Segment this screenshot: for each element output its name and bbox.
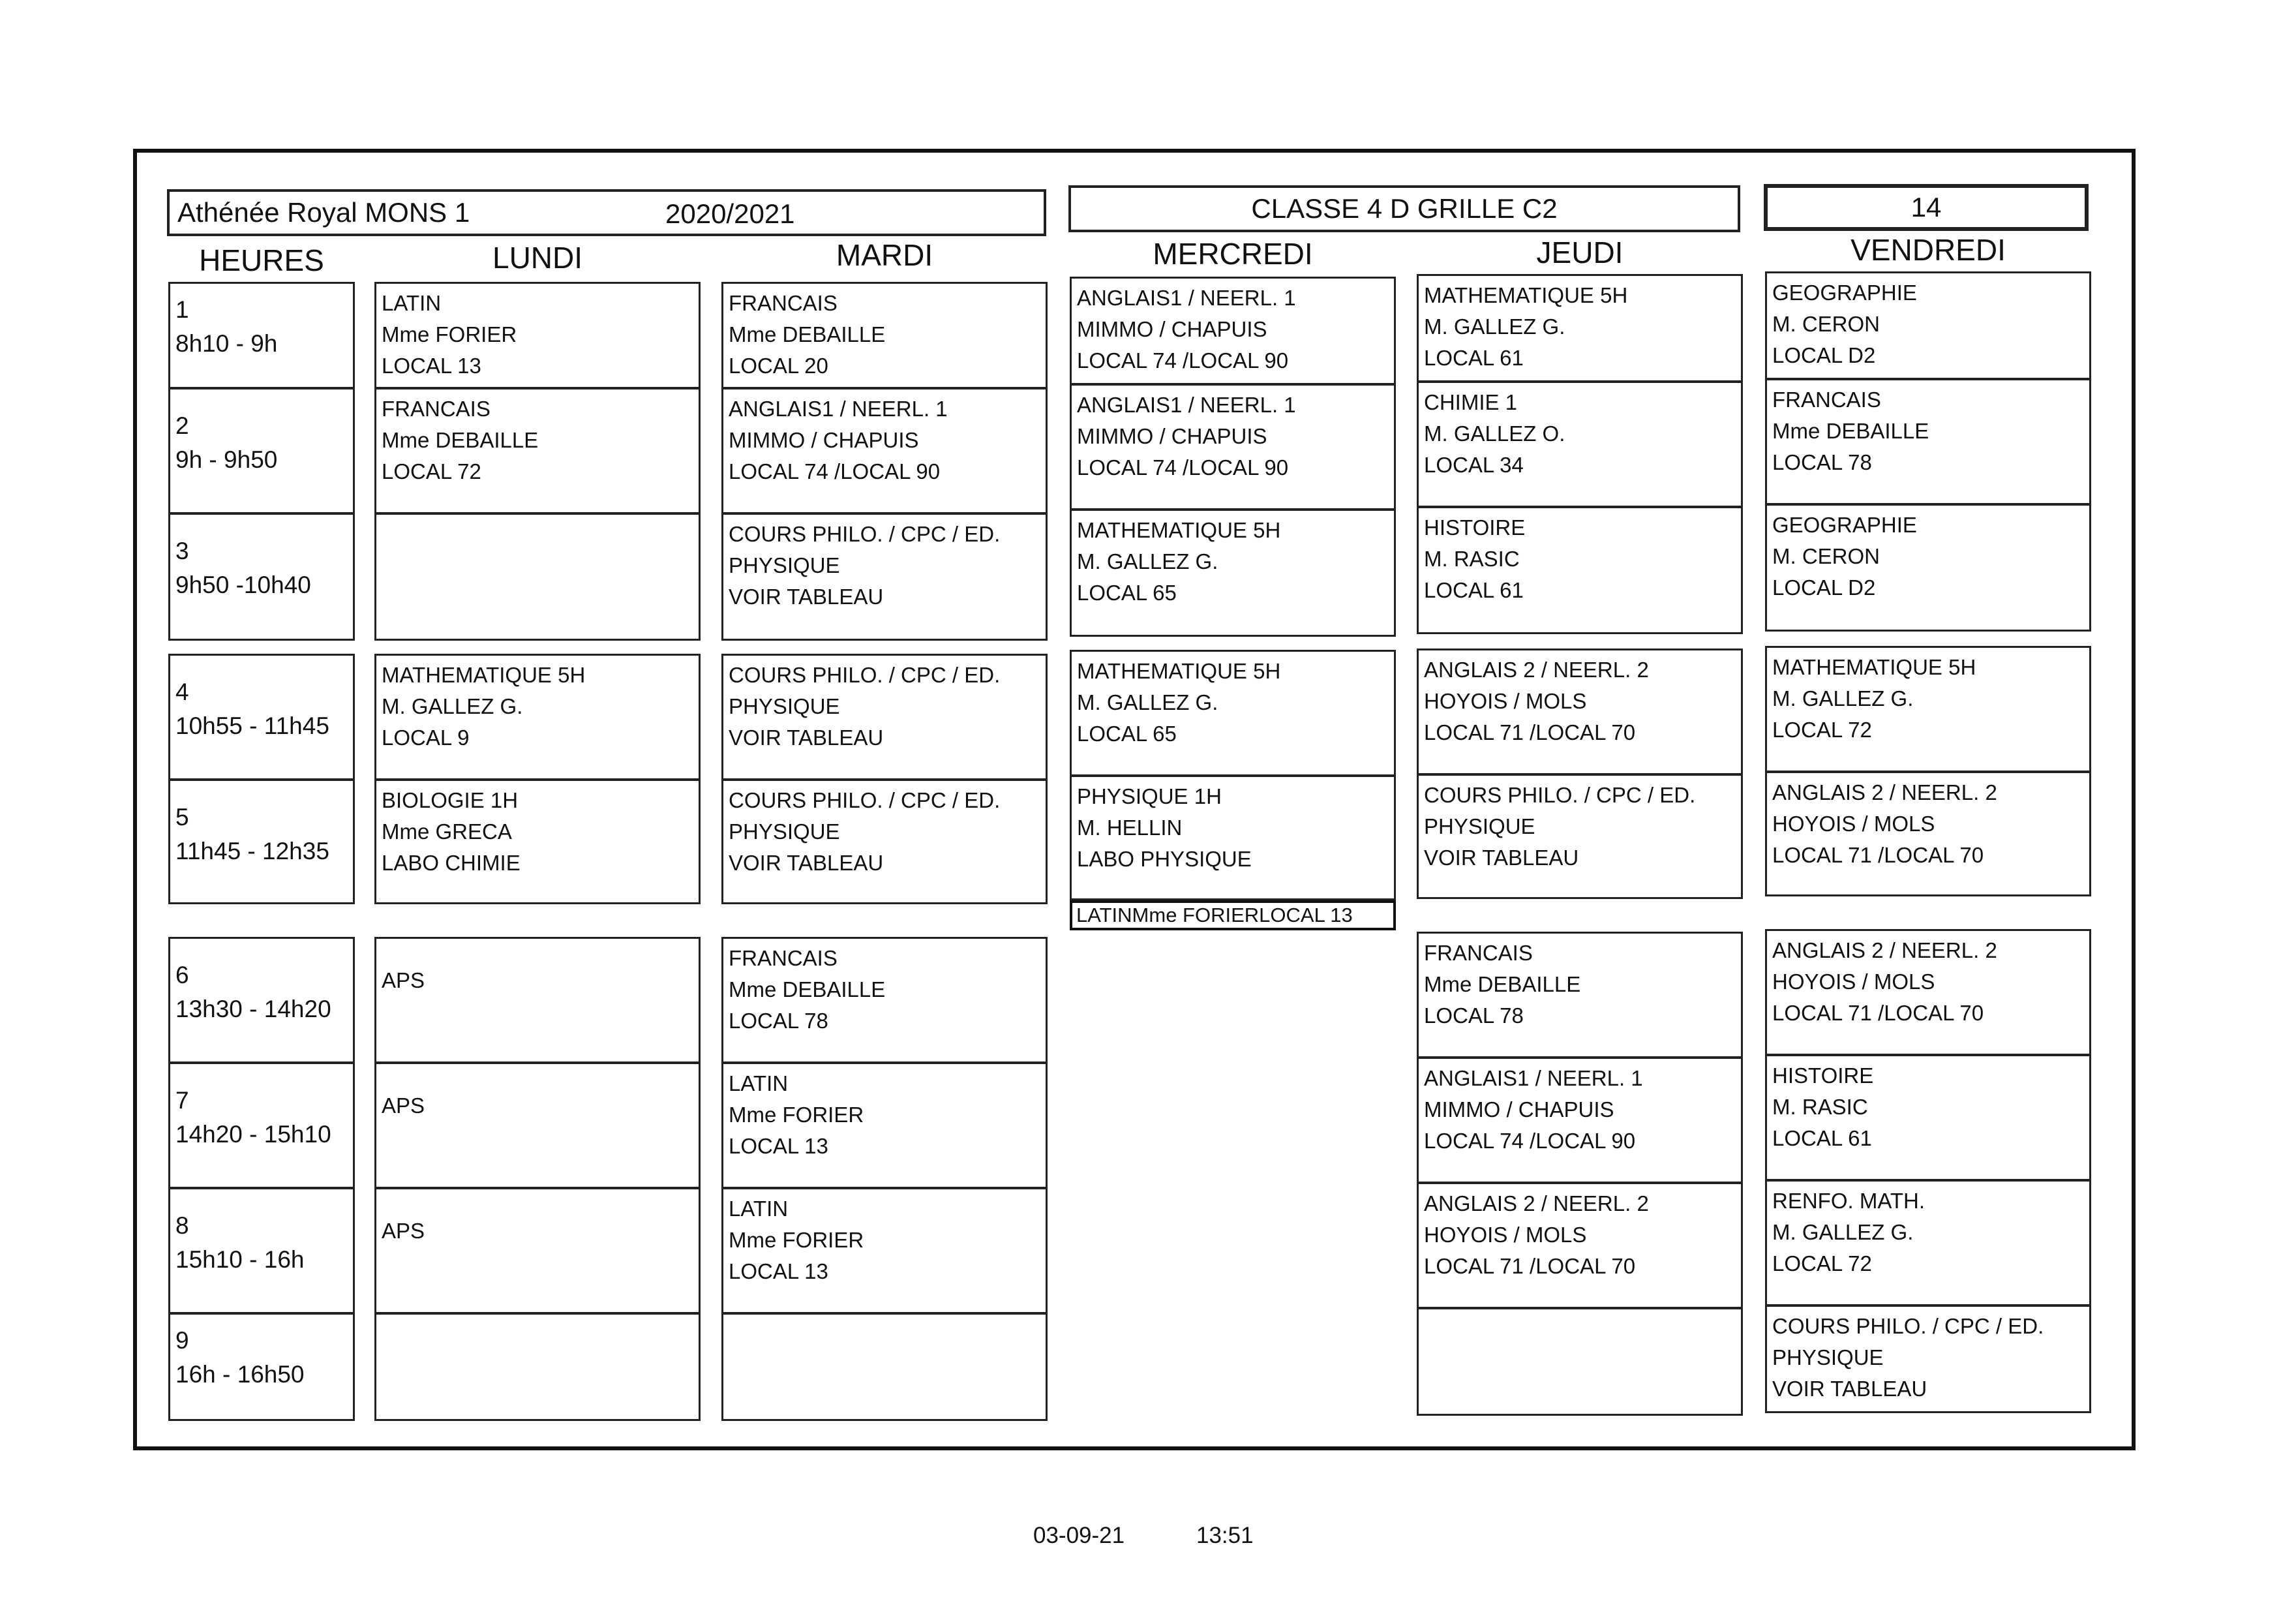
cell-line: PHYSIQUE 1H xyxy=(1077,784,1222,808)
cell-line: PHYSIQUE xyxy=(1424,814,1535,838)
cell-line: 4 xyxy=(175,679,189,705)
cell-line: Mme DEBAILLE xyxy=(729,322,886,346)
cell-line: 8h10 - 9h xyxy=(175,330,278,357)
slot-jeudi xyxy=(1417,506,1743,634)
cell-line: VOIR TABLEAU xyxy=(1424,846,1579,870)
cell-line: LOCAL 74 /LOCAL 90 xyxy=(729,459,941,483)
cell-line: LATIN xyxy=(729,1197,789,1221)
slot-mardi xyxy=(721,1313,1048,1421)
col-head-heures: HEURES xyxy=(199,243,324,277)
slot-lundi xyxy=(374,779,701,904)
cell-line: ANGLAIS 2 / NEERL. 2 xyxy=(1772,780,1997,804)
cell-line: CHIMIE 1 xyxy=(1424,390,1518,414)
slot-jeudi xyxy=(1417,1307,1743,1416)
cell-line: 1 xyxy=(175,296,189,323)
cell-line: LOCAL 72 xyxy=(1772,718,1872,742)
cell-line: ANGLAIS1 / NEERL. 1 xyxy=(729,397,948,421)
cell-line: PHYSIQUE xyxy=(729,553,840,577)
col-head-lundi: LUNDI xyxy=(492,241,583,275)
cell-line: Mme DEBAILLE xyxy=(1424,972,1581,996)
cell-line: M. GALLEZ G. xyxy=(1424,314,1565,339)
cell-line: 9 xyxy=(175,1327,189,1354)
slot-vendredi xyxy=(1765,1180,2091,1306)
cell-line: M. RASIC xyxy=(1772,1095,1868,1119)
cell-line: MATHEMATIQUE 5H xyxy=(382,663,586,687)
cell-line: FRANCAIS xyxy=(1424,941,1533,965)
cell-line: Mme GRECA xyxy=(382,819,512,844)
cell-line: LOCAL 9 xyxy=(382,725,470,750)
slot-lundi xyxy=(374,513,701,641)
hour-cell xyxy=(168,654,355,780)
slot-jeudi xyxy=(1417,381,1743,508)
cell-line: HOYOIS / MOLS xyxy=(1772,812,1935,836)
cell-line: LOCAL 20 xyxy=(729,354,828,378)
cell-line: GEOGRAPHIE xyxy=(1772,281,1917,305)
slot-lundi xyxy=(374,1313,701,1421)
slot-vendredi xyxy=(1765,929,2091,1056)
cell-line: MIMMO / CHAPUIS xyxy=(729,428,919,452)
cell-line: LOCAL 74 /LOCAL 90 xyxy=(1424,1129,1636,1153)
cell-line: Mme FORIER xyxy=(729,1228,864,1252)
slot-mercredi xyxy=(1070,509,1396,637)
cell-line: FRANCAIS xyxy=(729,291,838,315)
hour-cell xyxy=(168,513,355,641)
cell-line: 11h45 - 12h35 xyxy=(175,838,329,864)
cell-line: LOCAL 34 xyxy=(1424,453,1524,477)
cell-line: LATIN xyxy=(382,291,442,315)
cell-line: ANGLAIS 2 / NEERL. 2 xyxy=(1424,1191,1649,1215)
slot-mercredi xyxy=(1070,277,1396,385)
school-header xyxy=(167,189,1046,236)
slot-mardi xyxy=(721,388,1048,514)
slot-jeudi xyxy=(1417,274,1743,382)
cell-line: 13h30 - 14h20 xyxy=(175,996,331,1022)
cell-line: MATHEMATIQUE 5H xyxy=(1077,518,1281,542)
cell-line: LOCAL 71 /LOCAL 70 xyxy=(1424,1254,1636,1278)
slot-mardi xyxy=(721,654,1048,780)
cell-line: HISTOIRE xyxy=(1772,1063,1874,1088)
cell-line: M. GALLEZ G. xyxy=(1772,686,1914,710)
class-label: CLASSE 4 D GRILLE C2 xyxy=(1251,193,1558,224)
cell-line: HOYOIS / MOLS xyxy=(1772,969,1935,994)
slot-lundi xyxy=(374,1187,701,1314)
cell-line: ANGLAIS1 / NEERL. 1 xyxy=(1077,393,1296,417)
slot-lundi xyxy=(374,654,701,780)
cell-line: MATHEMATIQUE 5H xyxy=(1772,655,1976,679)
cell-line: HOYOIS / MOLS xyxy=(1424,1223,1587,1247)
hour-cell xyxy=(168,1062,355,1189)
cell-line: LOCAL 61 xyxy=(1424,578,1524,602)
slot-lundi xyxy=(374,388,701,514)
cell-line: BIOLOGIE 1H xyxy=(382,788,519,812)
cell-line: 14h20 - 15h10 xyxy=(175,1121,331,1148)
slot-jeudi xyxy=(1417,649,1743,775)
cell-line: LOCAL 13 xyxy=(729,1259,828,1283)
col-head-mercredi: MERCREDI xyxy=(1153,237,1313,271)
cell-line: M. GALLEZ G. xyxy=(1077,549,1218,573)
cell-line: Mme DEBAILLE xyxy=(729,977,886,1001)
cell-line: VOIR TABLEAU xyxy=(729,585,884,609)
cell-line: 3 xyxy=(175,538,189,564)
cell-line: M. GALLEZ G. xyxy=(382,694,523,718)
hour-cell xyxy=(168,388,355,514)
cell-line: MATHEMATIQUE 5H xyxy=(1424,283,1628,307)
cell-line: APS xyxy=(382,968,425,992)
hour-cell xyxy=(168,282,355,389)
cell-line: Mme FORIER xyxy=(382,322,517,346)
cell-line: APS xyxy=(382,1093,425,1118)
slot-lundi xyxy=(374,1062,701,1189)
cell-line: 9h - 9h50 xyxy=(175,446,278,473)
cell-line: M. GALLEZ G. xyxy=(1077,690,1218,714)
cell-line: LOCAL 65 xyxy=(1077,722,1177,746)
slot-jeudi xyxy=(1417,1182,1743,1309)
cell-line: M. RASIC xyxy=(1424,547,1520,571)
cell-line: 16h - 16h50 xyxy=(175,1361,305,1388)
cell-line: LOCAL 71 /LOCAL 70 xyxy=(1424,720,1636,744)
cell-line: RENFO. MATH. xyxy=(1772,1189,1926,1213)
cell-line: M. CERON xyxy=(1772,544,1880,568)
cell-line: COURS PHILO. / CPC / ED. xyxy=(1424,783,1696,807)
cell-line: LOCAL 71 /LOCAL 70 xyxy=(1772,1001,1984,1025)
hour-cell xyxy=(168,937,355,1063)
cell-line: M. HELLIN xyxy=(1077,816,1183,840)
cell-line: VOIR TABLEAU xyxy=(729,725,884,750)
cell-line: LABO PHYSIQUE xyxy=(1077,847,1252,871)
hour-cell xyxy=(168,1313,355,1421)
cell-line: ANGLAIS 2 / NEERL. 2 xyxy=(1772,938,1997,962)
cell-line: M. GALLEZ G. xyxy=(1772,1220,1914,1244)
cell-line: VOIR TABLEAU xyxy=(1772,1377,1927,1401)
slot-vendredi xyxy=(1765,271,2091,380)
cell-line: COURS PHILO. / CPC / ED. xyxy=(1772,1314,2044,1338)
cell-line: LOCAL 13 xyxy=(729,1134,828,1158)
col-head-jeudi: JEUDI xyxy=(1536,236,1624,269)
cell-line: FRANCAIS xyxy=(1772,388,1881,412)
hour-cell xyxy=(168,1187,355,1314)
cell-line: 5 xyxy=(175,804,189,831)
mercredi-extra-entry: LATINMme FORIERLOCAL 13 xyxy=(1070,900,1396,930)
footer-time: 13:51 xyxy=(1196,1523,1254,1548)
cell-line: LOCAL 71 /LOCAL 70 xyxy=(1772,843,1984,867)
slot-mardi xyxy=(721,937,1048,1063)
slot-mercredi xyxy=(1070,650,1396,776)
slot-mercredi xyxy=(1070,384,1396,510)
cell-line: LOCAL 78 xyxy=(1772,450,1872,474)
cell-line: COURS PHILO. / CPC / ED. xyxy=(729,663,1001,687)
hour-cell xyxy=(168,779,355,904)
cell-line: LOCAL 74 /LOCAL 90 xyxy=(1077,348,1289,373)
cell-line: 15h10 - 16h xyxy=(175,1246,305,1273)
cell-line: Mme DEBAILLE xyxy=(382,428,539,452)
slot-mardi xyxy=(721,1062,1048,1189)
slot-jeudi xyxy=(1417,932,1743,1058)
slot-mardi xyxy=(721,1187,1048,1314)
cell-line: PHYSIQUE xyxy=(729,819,840,844)
cell-line: COURS PHILO. / CPC / ED. xyxy=(729,788,1001,812)
cell-line: M. GALLEZ O. xyxy=(1424,421,1565,446)
slot-vendredi xyxy=(1765,504,2091,632)
slot-vendredi xyxy=(1765,771,2091,896)
cell-line: GEOGRAPHIE xyxy=(1772,513,1917,537)
cell-line: HOYOIS / MOLS xyxy=(1424,689,1587,713)
cell-line: MIMMO / CHAPUIS xyxy=(1424,1097,1614,1122)
footer-date: 03-09-21 xyxy=(1033,1523,1125,1548)
slot-vendredi xyxy=(1765,1305,2091,1413)
cell-line: LABO CHIMIE xyxy=(382,851,521,875)
cell-line: 10h55 - 11h45 xyxy=(175,712,329,739)
slot-jeudi xyxy=(1417,774,1743,899)
cell-line: FRANCAIS xyxy=(729,946,838,970)
class-header xyxy=(1068,185,1740,232)
cell-line: Mme FORIER xyxy=(729,1103,864,1127)
col-head-mardi: MARDI xyxy=(836,238,933,272)
cell-line: LOCAL 78 xyxy=(1424,1003,1524,1028)
cell-line: ANGLAIS 2 / NEERL. 2 xyxy=(1424,658,1649,682)
slot-lundi xyxy=(374,937,701,1063)
cell-line: 9h50 -10h40 xyxy=(175,572,311,598)
cell-line: M. CERON xyxy=(1772,312,1880,336)
slot-mardi xyxy=(721,282,1048,389)
cell-line: LOCAL 65 xyxy=(1077,581,1177,605)
cell-line: MIMMO / CHAPUIS xyxy=(1077,317,1267,341)
cell-line: LATIN xyxy=(729,1071,789,1095)
slot-jeudi xyxy=(1417,1057,1743,1183)
cell-line: VOIR TABLEAU xyxy=(729,851,884,875)
slot-vendredi xyxy=(1765,646,2091,772)
cell-line: LOCAL D2 xyxy=(1772,575,1876,600)
cell-line: HISTOIRE xyxy=(1424,515,1526,540)
cell-line: PHYSIQUE xyxy=(1772,1345,1884,1369)
cell-line: MIMMO / CHAPUIS xyxy=(1077,424,1267,448)
cell-line: 6 xyxy=(175,962,189,988)
col-head-vendredi: VENDREDI xyxy=(1850,233,2006,267)
cell-line: LOCAL 61 xyxy=(1772,1126,1872,1150)
cell-line: FRANCAIS xyxy=(382,397,491,421)
slot-mardi xyxy=(721,779,1048,904)
cell-line: LOCAL 13 xyxy=(382,354,481,378)
school-name: Athénée Royal MONS 1 xyxy=(177,197,470,228)
cell-line: 2 xyxy=(175,412,189,439)
slot-lundi xyxy=(374,282,701,389)
slot-vendredi xyxy=(1765,378,2091,505)
cell-line: ANGLAIS1 / NEERL. 1 xyxy=(1077,286,1296,310)
cell-line: COURS PHILO. / CPC / ED. xyxy=(729,522,1001,546)
cell-line: LOCAL 78 xyxy=(729,1009,828,1033)
cell-line: LOCAL 74 /LOCAL 90 xyxy=(1077,455,1289,480)
slot-vendredi xyxy=(1765,1054,2091,1181)
cell-line: PHYSIQUE xyxy=(729,694,840,718)
cell-line: APS xyxy=(382,1219,425,1243)
cell-line: MATHEMATIQUE 5H xyxy=(1077,659,1281,683)
cell-line: LOCAL 72 xyxy=(382,459,481,483)
cell-line: ANGLAIS1 / NEERL. 1 xyxy=(1424,1066,1643,1090)
slot-mardi xyxy=(721,513,1048,641)
number-value: 14 xyxy=(1911,192,1942,222)
school-year: 2020/2021 xyxy=(665,198,795,229)
slot-mercredi xyxy=(1070,775,1396,900)
cell-line: 7 xyxy=(175,1087,189,1114)
cell-line: 8 xyxy=(175,1212,189,1239)
cell-line: LOCAL D2 xyxy=(1772,343,1876,367)
cell-line: LOCAL 72 xyxy=(1772,1251,1872,1275)
cell-line: Mme DEBAILLE xyxy=(1772,419,1929,443)
cell-line: LOCAL 61 xyxy=(1424,346,1524,370)
number-box xyxy=(1764,184,2089,231)
